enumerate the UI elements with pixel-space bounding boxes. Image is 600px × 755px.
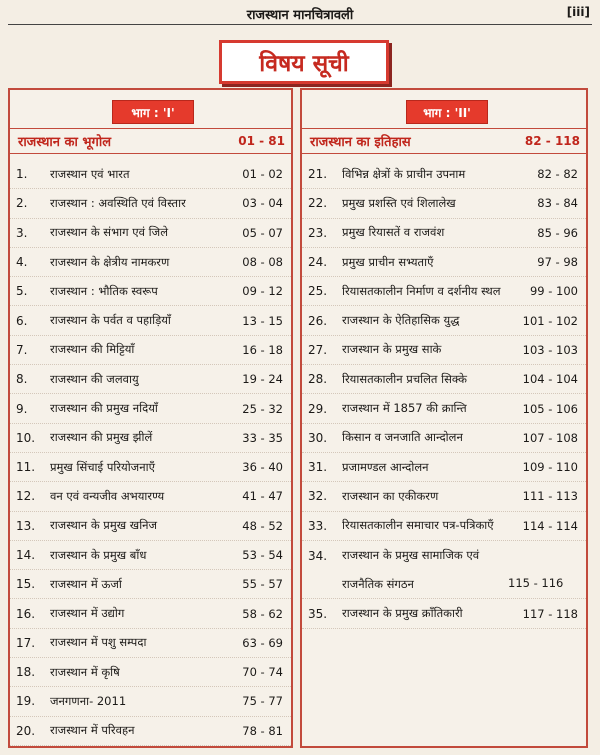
chapter-number: 22. (308, 196, 328, 211)
chapter-title: राजस्थान की जलवायु (50, 371, 139, 386)
chapter-title: राजस्थान के पर्वत व पहाड़ियाँ (50, 313, 171, 328)
chapter-number: 24. (308, 255, 328, 270)
page-range: 13 - 15 (242, 313, 283, 328)
chapter-title: विभिन्न क्षेत्रों के प्राचीन उपनाम (342, 166, 466, 181)
page-range: 111 - 113 (522, 489, 578, 504)
contents-entry[interactable] (10, 512, 291, 541)
page-range: 63 - 69 (242, 635, 283, 650)
page-range: 75 - 77 (242, 694, 283, 709)
chapter-title: रियासतकालीन प्रचलित सिक्के (342, 371, 467, 386)
page-range: 85 - 96 (537, 225, 578, 240)
section-title: राजस्थान का भूगोल (18, 135, 112, 150)
page-range: 103 - 103 (522, 342, 578, 357)
page-range: 25 - 32 (242, 401, 283, 416)
chapter-title: राजस्थान में ऊर्जा (50, 576, 122, 591)
chapter-number: 18. (16, 665, 36, 680)
contents-title-box (219, 40, 389, 84)
contents-entry[interactable] (302, 189, 586, 218)
chapter-title: राजस्थान के ऐतिहासिक युद्ध (342, 313, 460, 328)
page-number: [iii] (566, 5, 590, 19)
chapter-title-stack (334, 541, 508, 599)
chapter-title: जनगणना- 2011 (50, 693, 127, 708)
contents-entry[interactable] (10, 453, 291, 482)
chapter-title: राजस्थान में उद्योग (50, 606, 125, 621)
page-range: 03 - 04 (242, 196, 283, 211)
chapter-number: 28. (308, 372, 328, 387)
contents-entry[interactable] (302, 336, 586, 365)
chapter-number: 10. (16, 430, 36, 445)
chapter-number: 6. (16, 313, 28, 328)
chapter-title: प्रजामण्डल आन्दोलन (342, 459, 429, 474)
page-range: 55 - 57 (242, 577, 283, 592)
chapter-number: 17. (16, 635, 36, 650)
chapter-number: 2. (16, 196, 28, 211)
contents-entry[interactable] (10, 658, 291, 687)
contents-entry[interactable] (10, 306, 291, 335)
section-title: राजस्थान का इतिहास (310, 135, 411, 150)
chapter-number: 9. (16, 401, 28, 416)
chapter-number: 29. (308, 401, 328, 416)
contents-entry[interactable] (10, 277, 291, 306)
chapter-number: 16. (16, 606, 36, 621)
header-rule (8, 24, 592, 25)
chapter-title: राजस्थान की प्रमुख नदियाँ (50, 401, 158, 416)
chapter-title: प्रमुख सिंचाई परियोजनाएँ (50, 459, 155, 474)
contents-entry[interactable] (10, 219, 291, 248)
chapter-number: 13. (16, 518, 36, 533)
page-range: 33 - 35 (242, 430, 283, 445)
contents-entry[interactable] (302, 365, 586, 394)
chapter-number: 15. (16, 577, 36, 592)
part-two-panel (300, 88, 588, 748)
page-range: 83 - 84 (537, 196, 578, 211)
page-range: 101 - 102 (522, 313, 578, 328)
contents-entry[interactable] (302, 277, 586, 306)
part-two-badge: भाग : 'II' (406, 100, 488, 124)
page-range: 109 - 110 (522, 460, 578, 475)
page-range: 117 - 118 (522, 606, 578, 621)
chapter-number: 33. (308, 518, 328, 533)
chapter-number: 3. (16, 225, 28, 240)
contents-entry[interactable] (10, 189, 291, 218)
chapter-title: राजस्थान एवं भारत (50, 166, 130, 181)
chapter-number: 23. (308, 225, 328, 240)
chapter-title: रियासतकालीन निर्माण व दर्शनीय स्थल (342, 283, 501, 298)
page-range: 05 - 07 (242, 225, 283, 240)
chapter-title: प्रमुख रियासतें व राजवंश (342, 225, 445, 240)
chapter-title: राजस्थान की प्रमुख झीलें (50, 430, 153, 445)
chapter-number: 4. (16, 255, 28, 270)
page-range: 97 - 98 (537, 255, 578, 270)
contents-entry[interactable] (10, 394, 291, 423)
chapter-title: राजस्थान की मिट्टियाँ (50, 342, 135, 357)
page-range: 48 - 52 (242, 518, 283, 533)
contents-entry[interactable] (302, 453, 586, 482)
contents-entry[interactable] (302, 541, 586, 600)
page-range: 82 - 82 (537, 167, 578, 182)
chapter-title: राजस्थान के प्रमुख साके (342, 342, 442, 357)
page-range: 105 - 106 (522, 401, 578, 416)
contents-entry[interactable] (10, 629, 291, 658)
running-header (0, 0, 600, 26)
contents-entry[interactable] (10, 365, 291, 394)
chapter-title: राजस्थान में कृषि (50, 664, 120, 679)
chapter-number: 1. (16, 167, 28, 182)
chapter-number: 32. (308, 489, 328, 504)
chapter-number: 11. (16, 460, 36, 475)
page-range: 115 - 116 (508, 576, 564, 591)
chapter-number: 34. (308, 548, 328, 563)
chapter-title: राजस्थान के संभाग एवं जिले (50, 225, 168, 240)
contents-entry[interactable] (302, 599, 586, 628)
chapter-title: राजस्थान का एकीकरण (342, 488, 439, 503)
page-range: 16 - 18 (242, 342, 283, 357)
chapter-title: राजस्थान में परिवहन (50, 723, 135, 738)
chapter-number: 8. (16, 372, 28, 387)
chapter-title: राजस्थान : अवस्थिति एवं विस्तार (50, 195, 186, 210)
chapter-title-continued: राजनैतिक संगठन (342, 576, 414, 591)
chapter-number: 30. (308, 430, 328, 445)
chapter-number: 31. (308, 460, 328, 475)
chapter-number: 7. (16, 342, 28, 357)
contents-entry[interactable] (302, 306, 586, 335)
page-range: 70 - 74 (242, 665, 283, 680)
chapter-number: 27. (308, 342, 328, 357)
chapter-title: राजस्थान : भौतिक स्वरूप (50, 283, 158, 298)
contents-entry[interactable] (302, 248, 586, 277)
contents-entry[interactable] (302, 424, 586, 453)
chapter-title: राजस्थान के क्षेत्रीय नामकरण (50, 254, 170, 269)
contents-entry[interactable] (10, 424, 291, 453)
page-range: 104 - 104 (522, 372, 578, 387)
chapter-title: राजस्थान के प्रमुख बाँध (50, 547, 147, 562)
geography-section-header (10, 128, 291, 154)
contents-entry[interactable] (10, 717, 291, 746)
contents-entry[interactable] (302, 482, 586, 511)
chapter-number: 12. (16, 489, 36, 504)
chapter-title: राजस्थान के प्रमुख खनिज (50, 518, 158, 533)
chapter-number: 5. (16, 284, 28, 299)
page-range: 107 - 108 (522, 430, 578, 445)
chapter-number: 21. (308, 167, 328, 182)
chapter-title: प्रमुख प्राचीन सभ्यताएँ (342, 254, 434, 269)
chapter-title: रियासतकालीन समाचार पत्र-पत्रिकाएँ (342, 518, 494, 533)
chapter-title: प्रमुख प्रशस्ति एवं शिलालेख (342, 195, 456, 210)
page-range: 58 - 62 (242, 606, 283, 621)
page-range: 41 - 47 (242, 489, 283, 504)
page-range: 99 - 100 (529, 284, 578, 299)
chapter-title: राजस्थान के प्रमुख सामाजिक एवं (342, 547, 480, 562)
page-range: 36 - 40 (242, 460, 283, 475)
chapter-title: राजस्थान में 1857 की क्रान्ति (342, 401, 467, 416)
contents-entry[interactable] (10, 687, 291, 716)
contents-entry[interactable] (10, 248, 291, 277)
book-title: राजस्थान मानचित्रावली (246, 8, 354, 23)
chapter-number: 14. (16, 548, 36, 562)
page-range: 09 - 12 (242, 284, 283, 299)
page-range: 19 - 24 (242, 372, 283, 387)
section-pages: 82 - 118 (524, 134, 580, 148)
contents-entry[interactable] (10, 482, 291, 511)
contents-entry[interactable] (10, 160, 291, 189)
chapter-number: 25. (308, 284, 328, 299)
chapter-title: किसान व जनजाति आन्दोलन (342, 430, 463, 445)
page-range: 53 - 54 (242, 548, 283, 562)
chapter-number: 19. (16, 694, 36, 709)
page-range: 08 - 08 (242, 255, 283, 270)
part-two-contents-list (302, 160, 586, 629)
chapter-title: राजस्थान के प्रमुख क्राँतिकारी (342, 606, 463, 621)
contents-title: विषय सूची (259, 51, 349, 77)
history-section-header (302, 128, 586, 154)
chapter-number: 20. (16, 723, 36, 738)
page-range: 78 - 81 (242, 723, 283, 738)
section-pages: 01 - 81 (238, 134, 285, 148)
contents-entry[interactable] (10, 599, 291, 628)
contents-entry[interactable] (302, 394, 586, 423)
contents-entry[interactable] (10, 541, 291, 570)
chapter-title: राजस्थान में पशु सम्पदा (50, 635, 147, 650)
part-one-contents-list (10, 160, 291, 746)
contents-entry[interactable] (302, 219, 586, 248)
page-range: 01 - 02 (242, 167, 283, 182)
chapter-number: 35. (308, 606, 328, 621)
chapter-title: वन एवं वन्यजीव अभयारण्य (50, 488, 165, 503)
page-range: 114 - 114 (522, 518, 578, 533)
contents-entry[interactable] (302, 512, 586, 541)
part-one-panel (8, 88, 293, 748)
contents-entry[interactable] (10, 570, 291, 599)
part-one-badge: भाग : 'I' (112, 100, 194, 124)
contents-entry[interactable] (10, 336, 291, 365)
contents-entry[interactable] (302, 160, 586, 189)
chapter-number: 26. (308, 313, 328, 328)
